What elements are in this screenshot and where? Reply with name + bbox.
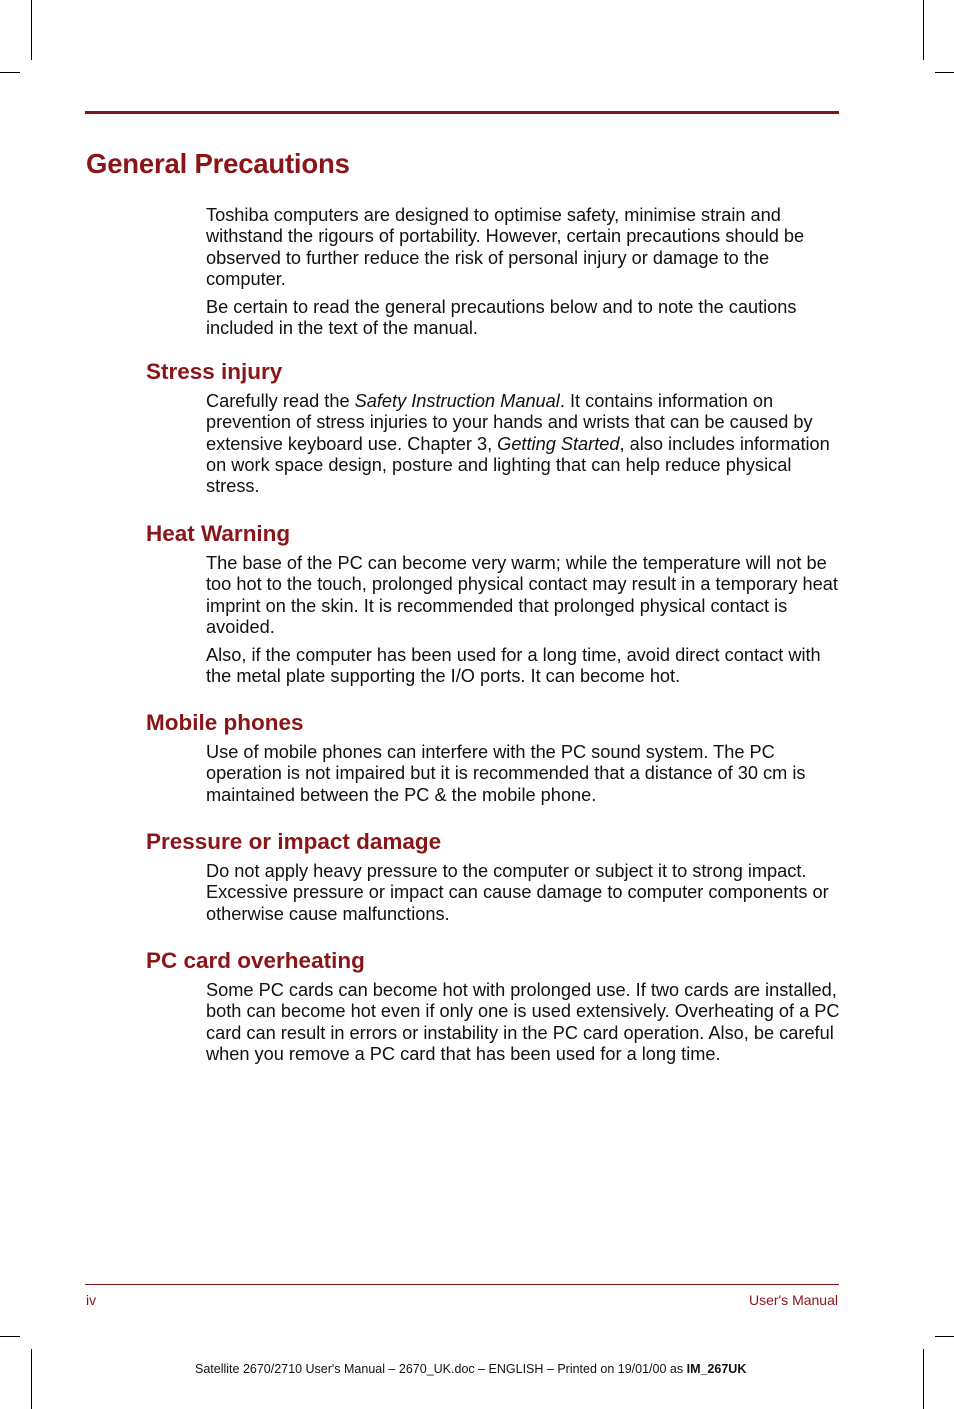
- section-pc-card-overheating: [146, 948, 846, 1072]
- section-paragraph: Also, if the computer has been used for a long time, avoid direct contact with the metal plate supporting the I/O ports. It can become hot.: [206, 645, 821, 687]
- crop-mark: [923, 1349, 924, 1409]
- header-rule: [85, 111, 839, 114]
- text-run: , also includes information on work space design, posture and lighting that can help reduce physical stress.: [206, 433, 830, 497]
- page-number: iv: [86, 1292, 97, 1308]
- section-heat-warning: [146, 521, 846, 695]
- section-heading: Pressure or impact damage: [146, 829, 442, 854]
- print-info-text: Satellite 2670/2710 User's Manual – 2670_UK.doc – ENGLISH – Printed on 19/01/00 as: [195, 1362, 687, 1376]
- crop-mark: [0, 72, 20, 73]
- section-paragraph: [206, 391, 846, 497]
- section-heading: Heat Warning: [146, 521, 291, 546]
- page-title: General Precautions: [86, 148, 350, 179]
- intro-paragraph: Be certain to read the general precautions below and to note the cautions included in the text of the manual.: [206, 297, 797, 339]
- manual-name: User's Manual: [748, 1292, 838, 1308]
- section-heading: Mobile phones: [146, 710, 304, 735]
- section-pressure-damage: [146, 829, 846, 932]
- section-paragraph: Use of mobile phones can interfere with the PC sound system. The PC operation is not impaired but it is recommended that a distance of 30 cm is maintained between the PC & the mobile phone.: [206, 742, 806, 805]
- chapter-reference: Getting Started: [497, 433, 620, 454]
- crop-mark: [31, 0, 32, 60]
- crop-mark: [923, 0, 924, 60]
- text-run: . It contains information on prevention of stress injuries to your hands and wrists that can be caused by extensive keyboard use. Chapter 3,: [206, 391, 813, 454]
- section-heading: PC card overheating: [146, 948, 365, 973]
- intro-paragraph: Toshiba computers are designed to optimise safety, minimise strain and withstand the rigours of portability. However, certain precautions should be observed to further reduce the risk of personal injury or damage to the computer.: [206, 205, 805, 289]
- crop-mark: [0, 1336, 20, 1337]
- print-info: [195, 1362, 746, 1376]
- section-stress-injury: [146, 359, 846, 504]
- section-heading: Stress injury: [146, 359, 283, 384]
- section-paragraph: Some PC cards can become hot with prolonged use. If two cards are installed, both can become hot even if only one is used extensively. Overheating of a PC card can result in errors or instability in the PC card operation. Also, be careful when you remove a PC card that has been used for a long time.: [206, 980, 840, 1064]
- section-mobile-phones: [146, 710, 846, 813]
- text-run: Carefully read the: [206, 391, 355, 411]
- intro-section: [206, 205, 846, 347]
- crop-mark: [935, 1336, 954, 1337]
- section-paragraph: The base of the PC can become very warm; while the temperature will not be too hot to the touch, prolonged physical contact may result in a temporary heat imprint on the skin. It is recommended that prolonged physical contact is avoided.: [206, 553, 838, 637]
- manual-reference: Safety Instruction Manual: [354, 391, 560, 411]
- crop-mark: [935, 72, 954, 73]
- print-code: IM_267UK: [686, 1362, 747, 1376]
- footer-rule: [85, 1284, 839, 1285]
- section-paragraph: Do not apply heavy pressure to the computer or subject it to strong impact. Excessive pressure or impact can cause damage to computer components or otherwise cause malfunctions.: [206, 861, 829, 924]
- crop-mark: [31, 1349, 32, 1409]
